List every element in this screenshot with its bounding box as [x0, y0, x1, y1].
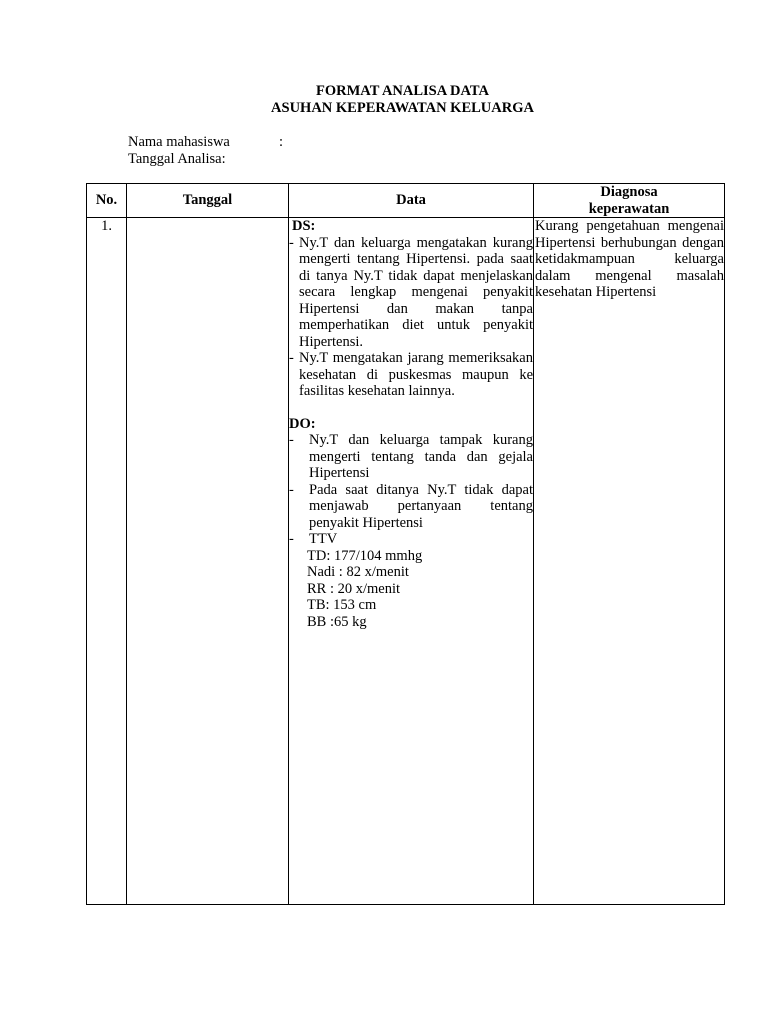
student-name-row: [128, 134, 284, 151]
vital-bb: BB :65 kg: [307, 613, 367, 630]
do-item-text: TTV: [309, 531, 338, 547]
document-subtitle: ASUHAN KEPERAWATAN KELUARGA: [271, 100, 534, 116]
header-data: Data: [289, 184, 534, 218]
ds-item: - Ny.T dan keluarga mengatakan kurang mengerti tentang Hipertensi. pada saat di tanya Ny.T tidak dapat menjelaskan secara lengkap mengenai penyakit Hipertensi dan makan tanpa memperhatikan diet untuk penyakit Hipertensi.: [289, 234, 533, 350]
row-data-cell: [289, 218, 534, 905]
vital-td: TD: 177/104 mmhg: [307, 547, 423, 564]
student-name-colon: :: [279, 134, 284, 150]
analysis-date-label: Tanggal Analisa:: [128, 151, 226, 167]
student-name-label: Nama mahasiswa: [128, 134, 230, 150]
table-header-row: [87, 184, 725, 218]
row-diagnosa-cell: [534, 218, 725, 905]
vital-tb: TB: 153 cm: [307, 597, 377, 613]
vital-signs-list: [289, 548, 533, 631]
do-item-text: Ny.T dan keluarga tampak kurang mengerti tentang tanda dan gejala Hipertensi: [309, 432, 533, 481]
ds-item: - Ny.T mengatakan jarang memeriksakan kesehatan di puskesmas maupun ke fasilitas kesehatan lainnya.: [289, 350, 533, 399]
header-tanggal: Tanggal: [127, 184, 289, 218]
ds-item-text: Ny.T dan keluarga mengatakan kurang mengerti tentang Hipertensi. pada saat di tanya Ny.T tidak dapat menjelaskan secara lengkap mengenai penyakit Hipertensi dan makan tanpa memperhatikan diet untuk penyakit Hipertensi.: [299, 234, 533, 350]
do-item: - TTV: [289, 531, 533, 548]
header-diagnosa-line2: keperawatan: [588, 200, 670, 217]
do-item-text: Pada saat ditanya Ny.T tidak dapat menjawab pertanyaan tentang penyakit Hipertensi: [309, 481, 533, 531]
header-diagnosa-line1: Diagnosa: [600, 184, 658, 200]
analysis-date-row: [128, 151, 226, 168]
diagnosa-text: Kurang pengetahuan mengenai Hipertensi berhubungan dengan ketidakmampuan keluarga dalam mengenal masalah kesehatan Hipertensi: [535, 218, 724, 300]
do-item: - Pada saat ditanya Ny.T tidak dapat menjawab pertanyaan tentang penyakit Hipertensi: [289, 481, 533, 531]
row-date-cell: [127, 218, 289, 905]
document-title: FORMAT ANALISA DATA: [316, 83, 489, 99]
vital-nadi: Nadi : 82 x/menit: [307, 564, 409, 580]
ds-item-text: Ny.T mengatakan jarang memeriksakan kesehatan di puskesmas maupun ke fasilitas kesehatan lainnya.: [299, 350, 533, 399]
header-diagnosa: [534, 184, 725, 218]
do-heading: DO:: [289, 415, 316, 432]
row-number: 1.: [87, 218, 127, 905]
data-analysis-table: [86, 183, 725, 905]
vital-rr: RR : 20 x/menit: [307, 580, 401, 597]
do-item: - Ny.T dan keluarga tampak kurang mengerti tentang tanda dan gejala Hipertensi: [289, 432, 533, 481]
table-row: [87, 218, 725, 905]
header-no: No.: [87, 184, 127, 218]
ds-heading: DS:: [292, 218, 316, 234]
